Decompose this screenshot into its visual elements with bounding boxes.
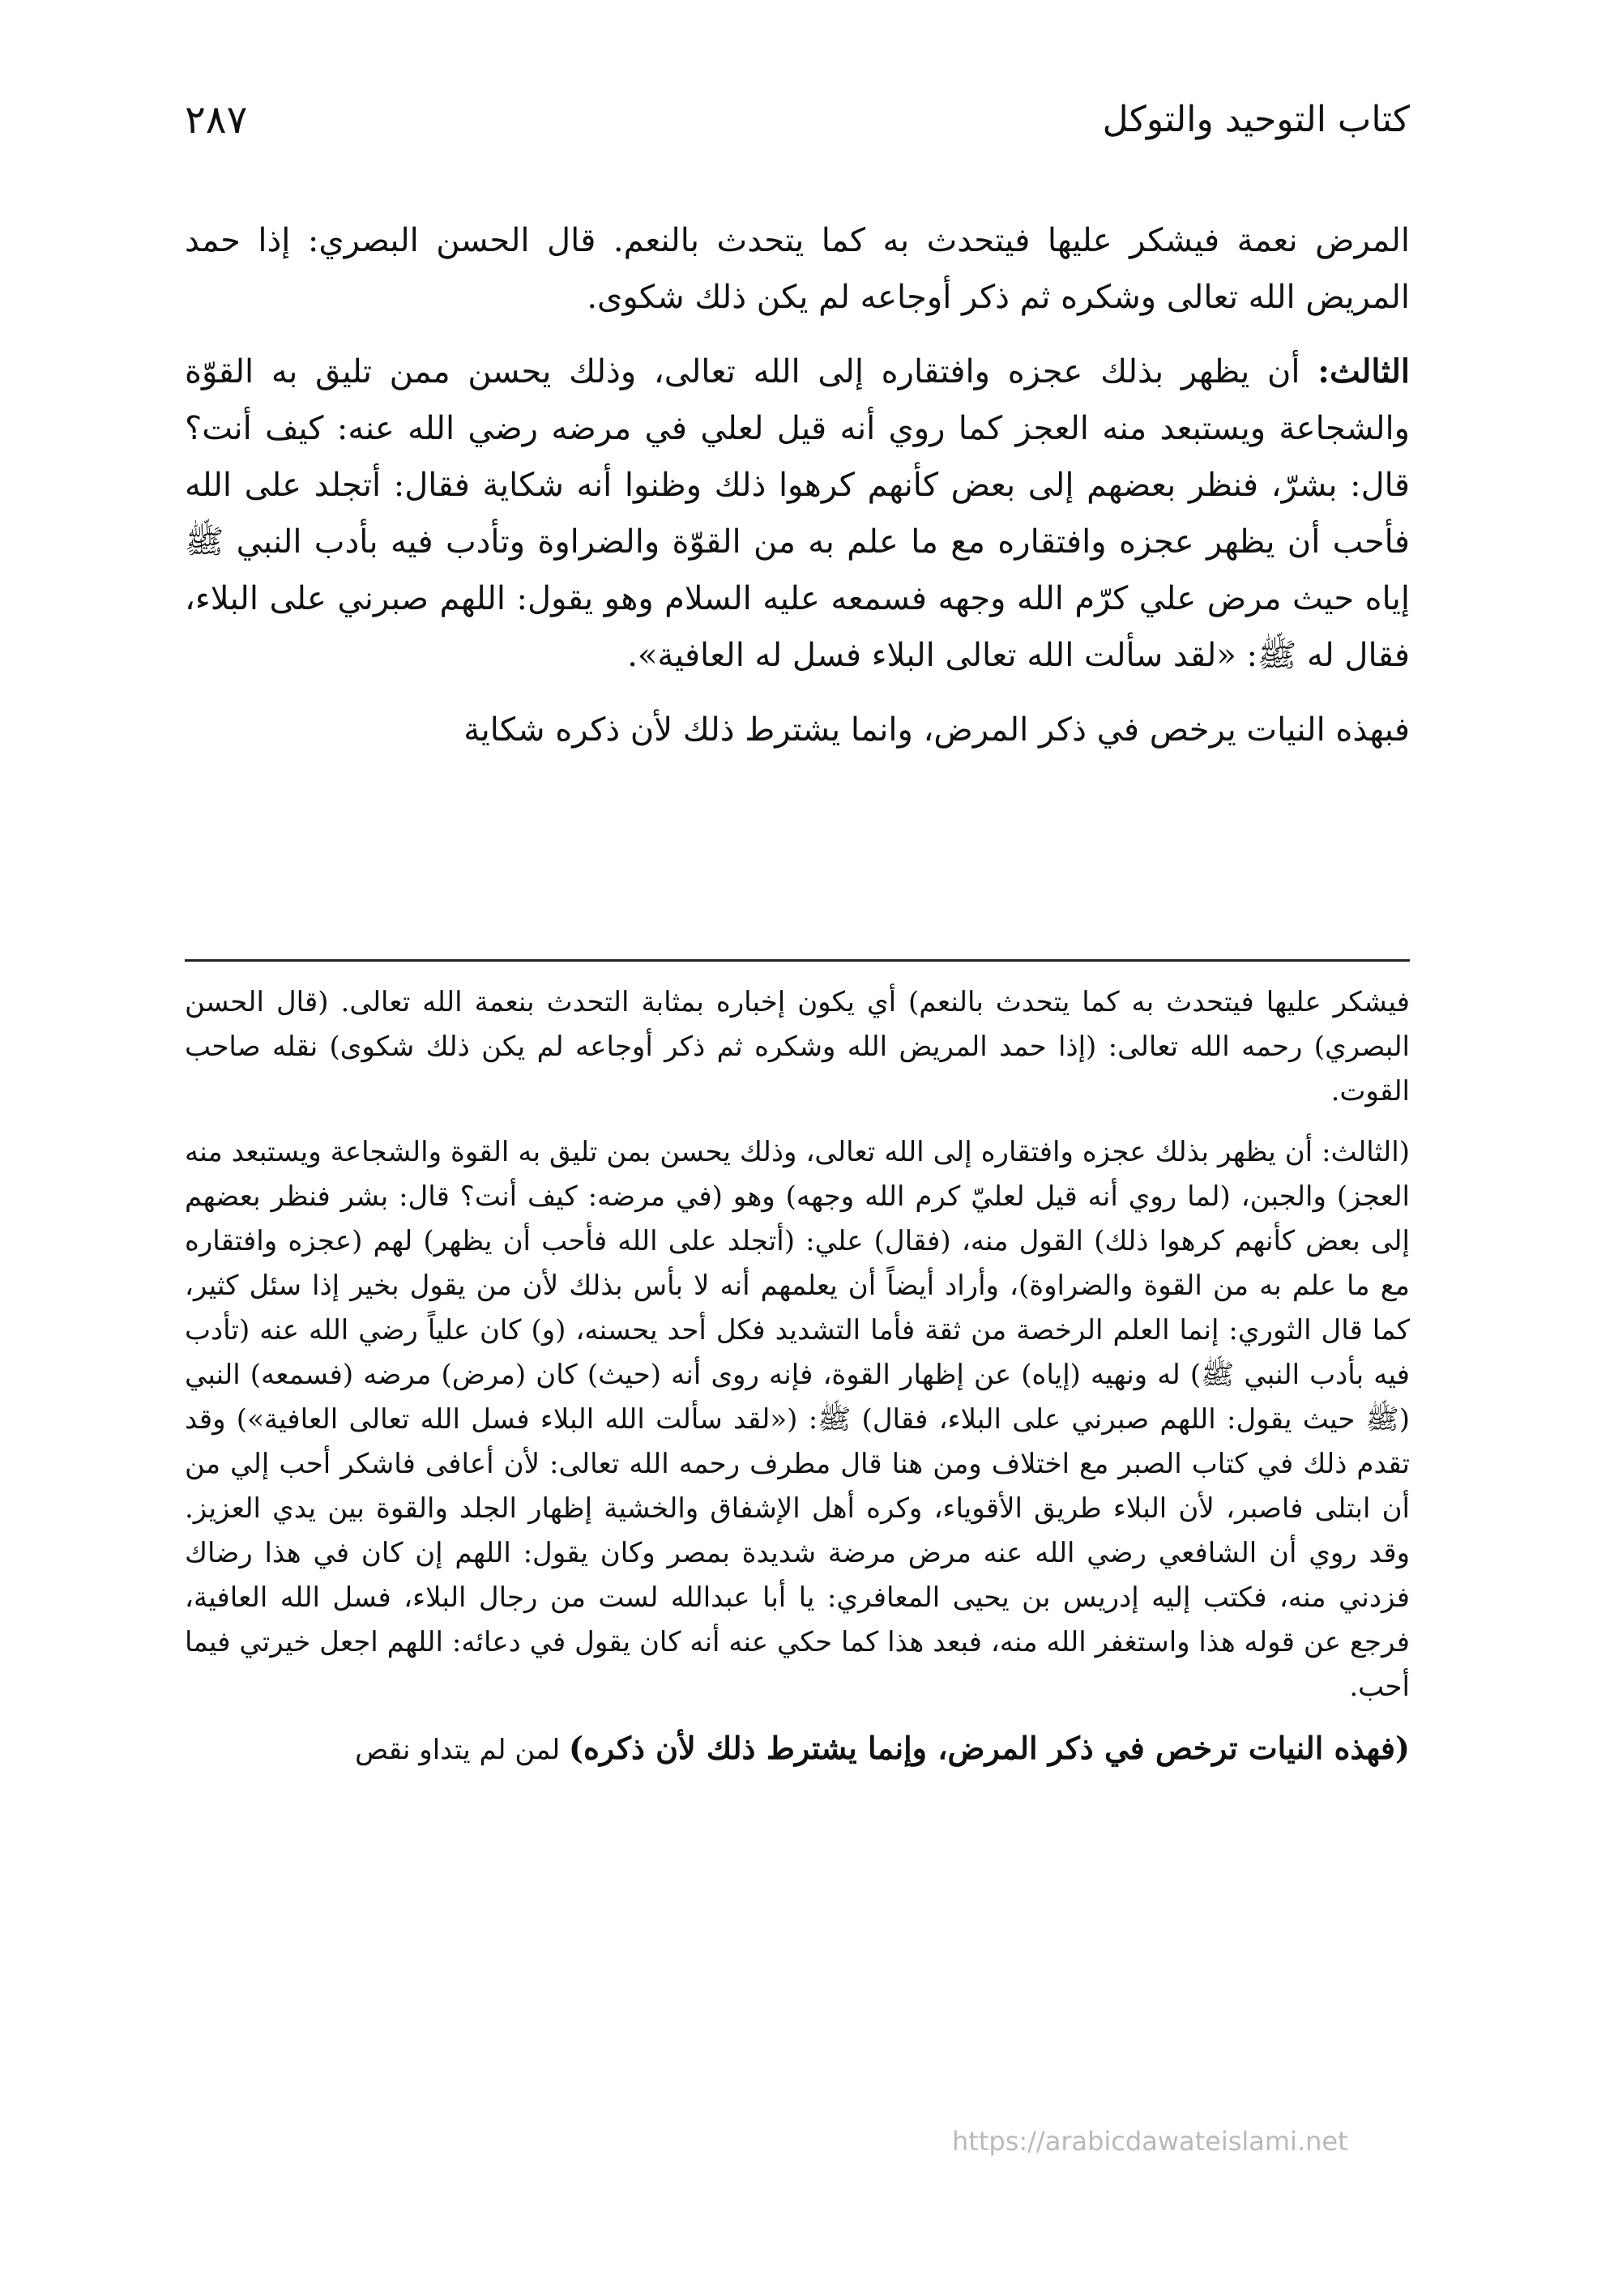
commentary-paragraph-2: (الثالث: أن يظهر بذلك عجزه وافتقاره إلى الله تعالى، وذلك يحسن بمن تليق به القوة والشجاعة ويستبعد منه العجز) والجبن، (لما روي أنه قيل لعليّ كرم الله وجهه) وهو (في مرضه: كيف أنت؟ قال: بشر فنظر بعضهم إلى بعض كأنهم كرهوا ذلك) القول منه، (فقال) علي: (أتجلد على الله فأحب أن يظهر) لهم (عجزه وافتقاره مع ما علم به من القوة والضراوة)، وأراد أيضاً أن يعلمهم أنه لا بأس بذلك لأن من يقول بخير إذا سئل كثير، كما قال الثوري: إنما العلم الرخصة من ثقة فأما التشديد فكل أحد يحسنه، (و) كان علياً رضي الله عنه (تأدب فيه بأدب النبي ﷺ) له ونهيه (إياه) عن إظهار القوة، فإنه روى أنه (حيث) كان (مرض) مرضه (فسمعه) النبي (ﷺ حيث يقول: اللهم صبرني على البلاء، فقال) ﷺ: («لقد سألت الله البلاء فسل الله تعالى العافية») وقد تقدم ذلك في كتاب الصبر مع اختلاف ومن هنا قال مطرف رحمه الله تعالى: لأن أعافى فاشكر أحب إلي من أن ابتلى فاصبر، لأن البلاء طريق الأقوياء، وكره أهل الإشفاق والخشية إظهار الجلد والقوة بين يدي العزيز. وقد روي أن الشافعي رضي الله عنه مرض مرضة شديدة بمصر وكان يقول: اللهم إن كان في هذا رضاك فزدني منه، فكتب إليه إدريس بن يحيى المعافري: يا أبا عبدالله لست من رجال البلاء، فسل الله العافية، فرجع عن قوله هذا واستغفر الله منه، فبعد هذا كما حكي عنه أنه كان يقول في دعائه: اللهم اجعل خيرتي فيما أحب. — [185, 1136, 1410, 1703]
commentary-text — [185, 980, 1410, 1789]
main-paragraph-1: المرض نعمة فيشكر عليها فيتحدث به كما يتحدث بالنعم. قال الحسن البصري: إذا حمد المريض الله تعالى وشكره ثم ذكر أوجاعه لم يكن ذلك شكوى. — [185, 222, 1410, 316]
section-lead-third: الثالث: — [1317, 352, 1410, 390]
main-paragraph-2 — [185, 344, 1410, 684]
page-number: ٢٨٧ — [185, 97, 248, 143]
book-title: كتاب التوحيد والتوكل — [1102, 99, 1410, 140]
main-paragraph-2-body: أن يظهر بذلك عجزه وافتقاره إلى الله تعالى، وذلك يحسن ممن تليق به القوّة والشجاعة ويستبعد منه العجز كما روي أنه قيل لعلي في مرضه رضي الله عنه: كيف أنت؟ قال: بشرّ، فنظر بعضهم إلى بعض كأنهم كرهوا ذلك وظنوا أنه شكاية فقال: أتجلد على الله فأحب أن يظهر عجزه وافتقاره مع ما علم به من القوّة والضراوة وتأدب فيه بأدب النبي ﷺ إياه حيث مرض علي كرّم الله وجهه فسمعه عليه السلام وهو يقول: اللهم صبرني على البلاء، فقال له ﷺ: «لقد سألت الله تعالى البلاء فسل له العافية». — [185, 353, 1410, 674]
footnote-divider — [185, 959, 1410, 962]
commentary-paragraph-3 — [185, 1726, 1410, 1773]
watermark-url: https://arabicdawateislami.net — [952, 2126, 1348, 2157]
main-paragraph-3: فبهذه النيات يرخص في ذكر المرض، وانما يشترط ذلك لأن ذكره شكاية — [463, 711, 1410, 749]
main-text — [185, 212, 1410, 776]
commentary-paragraph-3-body: لمن لم يتداو نقص — [355, 1734, 561, 1766]
page-header — [185, 96, 1410, 160]
commentary-quote: (فهذه النيات ترخص في ذكر المرض، وإنما يشترط ذلك لأن ذكره) — [569, 1730, 1410, 1766]
commentary-paragraph-1: فيشكر عليها فيتحدث به كما يتحدث بالنعم) أي يكون إخباره بمثابة التحدث بنعمة الله تعالى. (قال الحسن البصري) رحمه الله تعالى: (إذا حمد المريض الله وشكره ثم ذكر أوجاعه لم يكن ذلك شكوى) نقله صاحب القوت. — [185, 986, 1410, 1107]
